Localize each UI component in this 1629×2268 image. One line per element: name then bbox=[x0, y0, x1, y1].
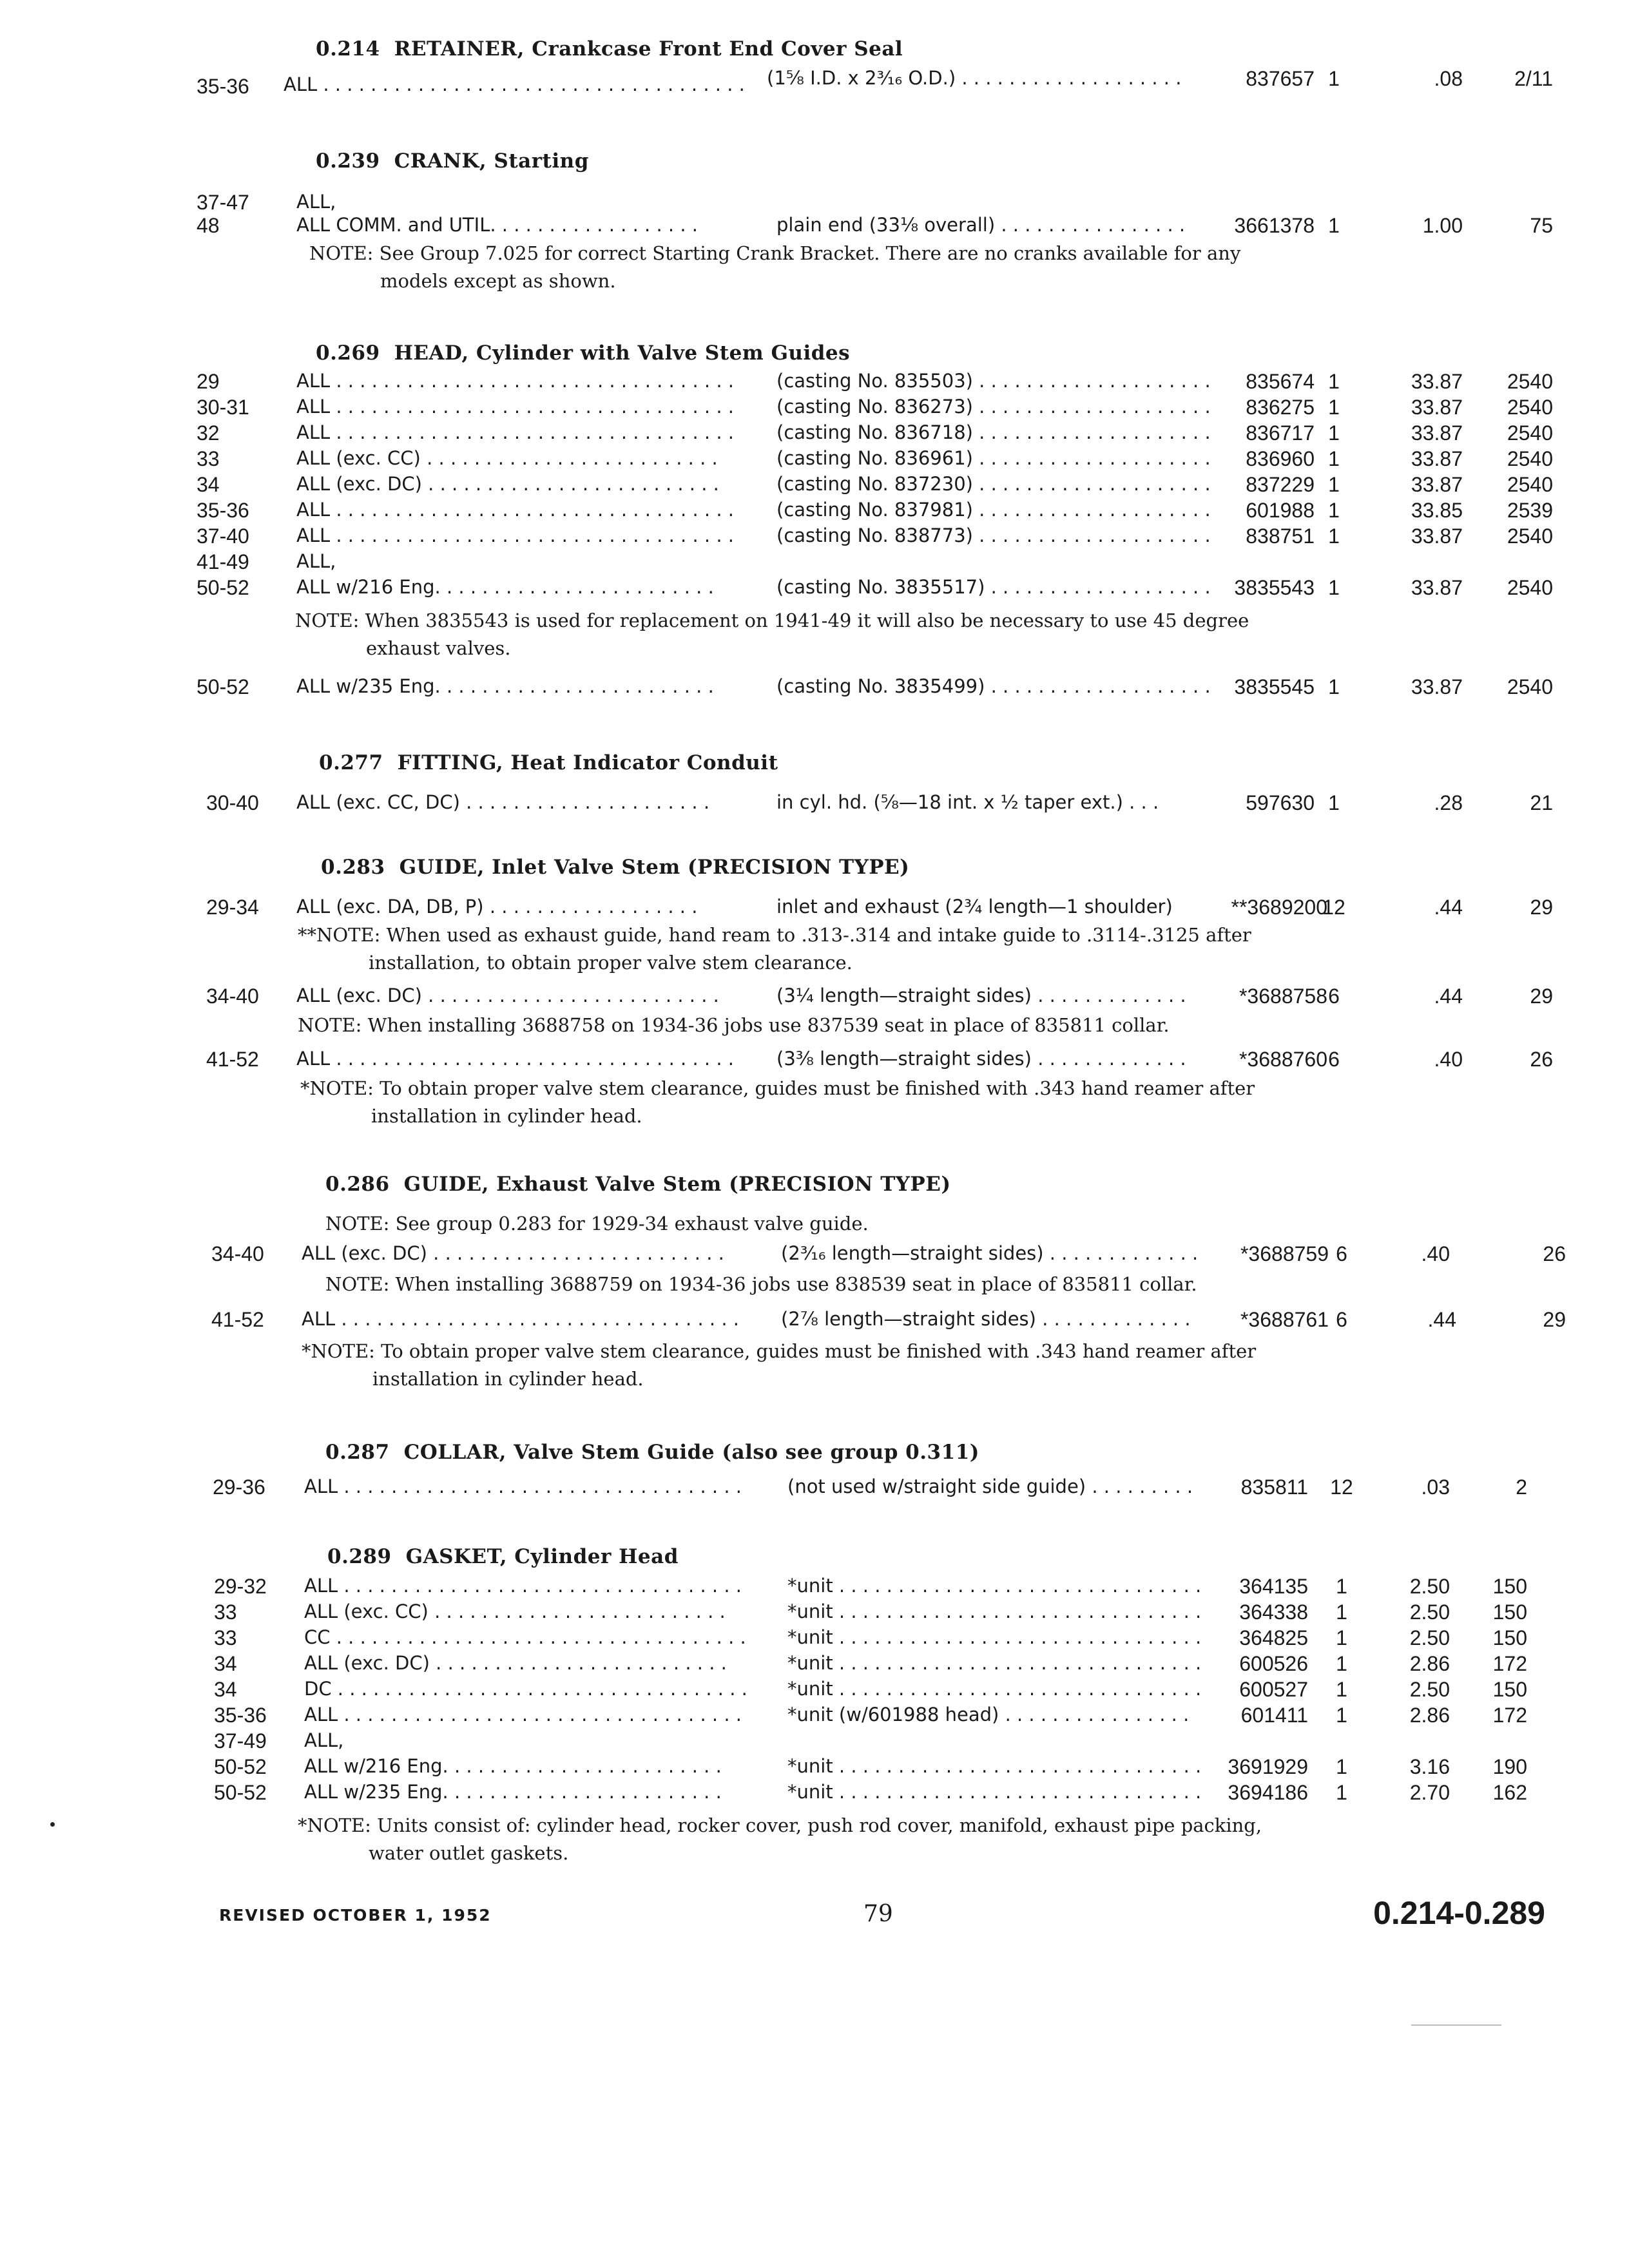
part-number-cell: 3694186 bbox=[1228, 1781, 1308, 1804]
year-cell: 30-31 bbox=[197, 396, 249, 419]
year-cell: 50-52 bbox=[197, 675, 249, 698]
part-number-cell: 3661378 bbox=[1234, 214, 1315, 237]
table-row bbox=[0, 1308, 1629, 1336]
model-cell: ALL . . . . . . . . . . . . . . . . . . . . . . . . . . . . . . . . . . bbox=[296, 396, 734, 418]
weight-cell: 2540 bbox=[1507, 524, 1553, 548]
weight-cell: 150 bbox=[1492, 1575, 1527, 1598]
weight-cell: 26 bbox=[1543, 1242, 1566, 1265]
description-cell: *unit . . . . . . . . . . . . . . . . . . . . . . . . . . . . . . . bbox=[787, 1626, 1202, 1648]
description-cell: (casting No. 3835499) . . . . . . . . . . . . . . . . . . . bbox=[776, 675, 1211, 697]
quantity-cell: 6 bbox=[1328, 1048, 1340, 1071]
note-text: **NOTE: When used as exhaust guide, hand ream to .313-.314 and intake guide to .3114-.3125 after installation, to obtain proper valve stem clearance. bbox=[298, 924, 1251, 974]
part-number-cell: *3688758 bbox=[1239, 985, 1327, 1008]
note-text: NOTE: When installing 3688758 on 1934-36 jobs use 837539 seat in place of 835811 collar. bbox=[298, 1014, 1170, 1036]
description-cell: plain end (33⅛ overall) . . . . . . . . . . . . . . . . bbox=[776, 214, 1186, 236]
part-number-cell: 601411 bbox=[1240, 1704, 1308, 1727]
model-cell: DC . . . . . . . . . . . . . . . . . . . . . . . . . . . . . . . . . . . bbox=[304, 1678, 747, 1700]
year-cell: 33 bbox=[197, 447, 220, 470]
part-number-cell: 836960 bbox=[1246, 447, 1315, 470]
year-cell: 34 bbox=[214, 1652, 237, 1675]
table-row bbox=[0, 473, 1629, 501]
quantity-cell: 1 bbox=[1336, 1575, 1347, 1598]
model-cell: ALL . . . . . . . . . . . . . . . . . . . . . . . . . . . . . . . . . . bbox=[304, 1575, 742, 1597]
description-cell: (3⅜ length—straight sides) . . . . . . . . . . . . . bbox=[776, 1048, 1186, 1070]
weight-cell: 2/11 bbox=[1514, 67, 1553, 90]
quantity-cell: 1 bbox=[1328, 370, 1340, 393]
description-cell: (casting No. 835503) . . . . . . . . . . . . . . . . . . . . bbox=[776, 370, 1211, 392]
section-heading: 0.289 GASKET, Cylinder Head bbox=[327, 1545, 679, 1568]
list-price-cell: 33.87 bbox=[1411, 524, 1463, 548]
weight-cell: 75 bbox=[1530, 214, 1553, 237]
list-price-cell: 33.87 bbox=[1411, 421, 1463, 445]
year-cell: 37-40 bbox=[197, 524, 249, 548]
description-cell: (1⅝ I.D. x 2³⁄₁₆ O.D.) . . . . . . . . . . . . . . . . . . . bbox=[767, 67, 1182, 89]
table-row bbox=[0, 499, 1629, 527]
model-cell: ALL (exc. DC) . . . . . . . . . . . . . . . . . . . . . . . . . bbox=[296, 473, 719, 495]
weight-cell: 2540 bbox=[1507, 396, 1553, 419]
table-row bbox=[0, 1729, 1629, 1758]
weight-cell: 2540 bbox=[1507, 447, 1553, 470]
year-cell: 34-40 bbox=[211, 1242, 264, 1265]
part-number-cell: *3688761 bbox=[1240, 1308, 1329, 1331]
year-cell: 41-52 bbox=[211, 1308, 264, 1331]
table-row bbox=[0, 524, 1629, 553]
model-cell: ALL (exc. DC) . . . . . . . . . . . . . . . . . . . . . . . . . bbox=[304, 1652, 727, 1674]
model-cell: ALL . . . . . . . . . . . . . . . . . . . . . . . . . . . . . . . . . . bbox=[304, 1704, 742, 1725]
weight-cell: 162 bbox=[1492, 1781, 1527, 1804]
quantity-cell: 6 bbox=[1336, 1308, 1347, 1331]
part-number-cell: 835674 bbox=[1246, 370, 1315, 393]
list-price-cell: 2.86 bbox=[1409, 1704, 1450, 1727]
weight-cell: 29 bbox=[1530, 985, 1553, 1008]
table-row bbox=[0, 576, 1629, 604]
year-cell: 37-47 bbox=[197, 191, 249, 214]
table-row bbox=[0, 896, 1629, 924]
description-cell: inlet and exhaust (2¾ length—1 shoulder) bbox=[776, 896, 1173, 918]
list-price-cell: 2.50 bbox=[1409, 1575, 1450, 1598]
table-row bbox=[0, 1242, 1629, 1271]
note-text: NOTE: When 3835543 is used for replacement on 1941-49 it will also be necessary to use 45 degree exhaust valves. bbox=[295, 610, 1249, 659]
description-cell: (casting No. 836273) . . . . . . . . . . . . . . . . . . . . bbox=[776, 396, 1211, 418]
note-text: *NOTE: To obtain proper valve stem clearance, guides must be finished with .343 hand reamer after installation in cylinder head. bbox=[302, 1340, 1257, 1390]
table-row bbox=[0, 214, 1629, 242]
weight-cell: 26 bbox=[1530, 1048, 1553, 1071]
table-row bbox=[0, 1678, 1629, 1706]
model-cell: ALL, bbox=[296, 550, 336, 572]
model-cell: ALL (exc. CC, DC) . . . . . . . . . . . . . . . . . . . . . bbox=[296, 791, 710, 813]
note-text: NOTE: See group 0.283 for 1929-34 exhaust valve guide. bbox=[325, 1213, 869, 1235]
year-cell: 29 bbox=[197, 370, 220, 393]
year-cell: 50-52 bbox=[214, 1781, 267, 1804]
scan-mark bbox=[1411, 2024, 1501, 2026]
description-cell: *unit . . . . . . . . . . . . . . . . . . . . . . . . . . . . . . . bbox=[787, 1755, 1202, 1777]
quantity-cell: 1 bbox=[1336, 1704, 1347, 1727]
model-cell: ALL (exc. DA, DB, P) . . . . . . . . . . . . . . . . . . bbox=[296, 896, 698, 918]
weight-cell: 29 bbox=[1530, 896, 1553, 919]
list-price-cell: 2.50 bbox=[1409, 1626, 1450, 1649]
model-cell: ALL . . . . . . . . . . . . . . . . . . . . . . . . . . . . . . . . . . bbox=[296, 499, 734, 521]
part-number-cell: 836717 bbox=[1246, 421, 1315, 445]
model-cell: ALL COMM. and UTIL. . . . . . . . . . . . . . . . . . bbox=[296, 214, 698, 236]
list-price-cell: .28 bbox=[1434, 791, 1463, 814]
part-number-cell: 838751 bbox=[1246, 524, 1315, 548]
part-number-cell: 597630 bbox=[1246, 791, 1315, 814]
section-heading: 0.287 COLLAR, Valve Stem Guide (also see group 0.311) bbox=[325, 1441, 979, 1464]
part-number-cell: 3835543 bbox=[1234, 576, 1315, 599]
part-number-cell: 837657 bbox=[1246, 67, 1315, 90]
description-cell: (2³⁄₁₆ length—straight sides) . . . . . . . . . . . . . bbox=[781, 1242, 1199, 1264]
model-cell: ALL . . . . . . . . . . . . . . . . . . . . . . . . . . . . . . . . . . bbox=[296, 370, 734, 392]
description-cell: (casting No. 838773) . . . . . . . . . . . . . . . . . . . . bbox=[776, 524, 1211, 546]
table-row bbox=[0, 550, 1629, 579]
quantity-cell: 1 bbox=[1328, 214, 1340, 237]
table-row bbox=[0, 447, 1629, 476]
part-number-cell: 835811 bbox=[1240, 1475, 1308, 1499]
weight-cell: 2540 bbox=[1507, 675, 1553, 698]
list-price-cell: .03 bbox=[1421, 1475, 1450, 1499]
part-number-cell: 601988 bbox=[1246, 499, 1315, 522]
note-text: *NOTE: Units consist of: cylinder head, rocker cover, push rod cover, manifold, exhaust pipe packing, water outlet gaskets. bbox=[298, 1814, 1262, 1864]
quantity-cell: 1 bbox=[1328, 67, 1340, 90]
part-number-cell: 600527 bbox=[1239, 1678, 1308, 1701]
model-cell: CC . . . . . . . . . . . . . . . . . . . . . . . . . . . . . . . . . . . bbox=[304, 1626, 746, 1648]
weight-cell: 172 bbox=[1492, 1652, 1527, 1675]
quantity-cell: 1 bbox=[1336, 1678, 1347, 1701]
quantity-cell: 1 bbox=[1336, 1652, 1347, 1675]
quantity-cell: 1 bbox=[1328, 396, 1340, 419]
year-cell: 35-36 bbox=[197, 499, 249, 522]
description-cell: (3¼ length—straight sides) . . . . . . . . . . . . . bbox=[776, 985, 1186, 1006]
description-cell: *unit . . . . . . . . . . . . . . . . . . . . . . . . . . . . . . . bbox=[787, 1652, 1202, 1674]
year-cell: 30-40 bbox=[206, 791, 259, 814]
model-cell: ALL (exc. DC) . . . . . . . . . . . . . . . . . . . . . . . . . bbox=[302, 1242, 724, 1264]
table-row bbox=[0, 675, 1629, 704]
table-row bbox=[0, 1600, 1629, 1629]
part-number-cell: 364338 bbox=[1239, 1600, 1308, 1624]
description-cell: *unit . . . . . . . . . . . . . . . . . . . . . . . . . . . . . . . bbox=[787, 1678, 1202, 1700]
description-cell: *unit . . . . . . . . . . . . . . . . . . . . . . . . . . . . . . . bbox=[787, 1781, 1202, 1803]
table-row bbox=[0, 791, 1629, 820]
scan-speck bbox=[50, 1822, 55, 1827]
quantity-cell: 12 bbox=[1330, 1475, 1353, 1499]
list-price-cell: .40 bbox=[1421, 1242, 1450, 1265]
weight-cell: 2540 bbox=[1507, 576, 1553, 599]
list-price-cell: 33.87 bbox=[1411, 370, 1463, 393]
list-price-cell: 1.00 bbox=[1422, 214, 1463, 237]
quantity-cell: 1 bbox=[1328, 473, 1340, 496]
table-row bbox=[0, 985, 1629, 1013]
year-cell: 37-49 bbox=[214, 1729, 267, 1753]
model-cell: ALL w/216 Eng. . . . . . . . . . . . . . . . . . . . . . . . bbox=[296, 576, 714, 598]
quantity-cell: 1 bbox=[1336, 1781, 1347, 1804]
table-row bbox=[0, 370, 1629, 398]
list-price-cell: 33.87 bbox=[1411, 396, 1463, 419]
model-cell: ALL (exc. CC) . . . . . . . . . . . . . . . . . . . . . . . . . bbox=[296, 447, 718, 469]
year-cell: 50-52 bbox=[214, 1755, 267, 1778]
weight-cell: 2539 bbox=[1507, 499, 1553, 522]
year-cell: 50-52 bbox=[197, 576, 249, 599]
description-cell: (not used w/straight side guide) . . . . . . . . . bbox=[787, 1475, 1193, 1497]
list-price-cell: .44 bbox=[1427, 1308, 1456, 1331]
table-row bbox=[0, 1704, 1629, 1732]
quantity-cell: 1 bbox=[1328, 675, 1340, 698]
part-number-cell: 600526 bbox=[1239, 1652, 1308, 1675]
model-cell: ALL, bbox=[304, 1729, 344, 1751]
year-cell: 35-36 bbox=[214, 1704, 267, 1727]
table-row bbox=[0, 1755, 1629, 1783]
table-row bbox=[0, 1575, 1629, 1603]
list-price-cell: .40 bbox=[1434, 1048, 1463, 1071]
list-price-cell: .08 bbox=[1434, 67, 1463, 90]
part-number-cell: 836275 bbox=[1246, 396, 1315, 419]
description-cell: (casting No. 837230) . . . . . . . . . . . . . . . . . . . . bbox=[776, 473, 1211, 495]
table-row bbox=[0, 1781, 1629, 1809]
list-price-cell: .44 bbox=[1434, 896, 1463, 919]
weight-cell: 2 bbox=[1516, 1475, 1527, 1499]
list-price-cell: 2.50 bbox=[1409, 1678, 1450, 1701]
list-price-cell: 2.86 bbox=[1409, 1652, 1450, 1675]
quantity-cell: 1 bbox=[1336, 1626, 1347, 1649]
model-cell: ALL . . . . . . . . . . . . . . . . . . . . . . . . . . . . . . . . . . . . bbox=[284, 73, 745, 95]
year-cell: 41-52 bbox=[206, 1048, 259, 1071]
section-heading: 0.239 CRANK, Starting bbox=[316, 149, 589, 173]
quantity-cell: 6 bbox=[1328, 985, 1340, 1008]
section-heading: 0.277 FITTING, Heat Indicator Conduit bbox=[319, 751, 778, 774]
model-cell: ALL . . . . . . . . . . . . . . . . . . . . . . . . . . . . . . . . . . bbox=[296, 1048, 734, 1070]
weight-cell: 2540 bbox=[1507, 421, 1553, 445]
weight-cell: 150 bbox=[1492, 1678, 1527, 1701]
part-number-cell: *3688760 bbox=[1239, 1048, 1327, 1071]
table-row bbox=[0, 421, 1629, 450]
model-cell: ALL . . . . . . . . . . . . . . . . . . . . . . . . . . . . . . . . . . bbox=[304, 1475, 742, 1497]
part-number-cell: 364135 bbox=[1239, 1575, 1308, 1598]
weight-cell: 172 bbox=[1492, 1704, 1527, 1727]
model-cell: ALL . . . . . . . . . . . . . . . . . . . . . . . . . . . . . . . . . . bbox=[296, 524, 734, 546]
description-cell: in cyl. hd. (⅝—18 int. x ½ taper ext.) . . . bbox=[776, 791, 1159, 813]
section-heading: 0.269 HEAD, Cylinder with Valve Stem Guides bbox=[316, 341, 851, 365]
group-range: 0.214-0.289 bbox=[1373, 1895, 1545, 1931]
description-cell: (casting No. 837981) . . . . . . . . . . . . . . . . . . . . bbox=[776, 499, 1211, 521]
year-cell: 29-36 bbox=[213, 1475, 265, 1499]
weight-cell: 150 bbox=[1492, 1626, 1527, 1649]
year-cell: 33 bbox=[214, 1626, 237, 1649]
part-number-cell: *3688759 bbox=[1240, 1242, 1329, 1265]
table-row bbox=[0, 1048, 1629, 1076]
quantity-cell: 1 bbox=[1336, 1600, 1347, 1624]
table-row bbox=[0, 1652, 1629, 1680]
description-cell: (casting No. 836718) . . . . . . . . . . . . . . . . . . . . bbox=[776, 421, 1211, 443]
quantity-cell: 1 bbox=[1328, 576, 1340, 599]
note-text: NOTE: See Group 7.025 for correct Starting Crank Bracket. There are no cranks available for any models except as shown. bbox=[309, 242, 1241, 292]
quantity-cell: 12 bbox=[1322, 896, 1345, 919]
list-price-cell: 2.50 bbox=[1409, 1600, 1450, 1624]
list-price-cell: .44 bbox=[1434, 985, 1463, 1008]
description-cell: *unit (w/601988 head) . . . . . . . . . . . . . . . . bbox=[787, 1704, 1190, 1725]
note-text: *NOTE: To obtain proper valve stem clearance, guides must be finished with .343 hand reamer after installation in cylinder head. bbox=[300, 1077, 1255, 1127]
description-cell: (casting No. 836961) . . . . . . . . . . . . . . . . . . . . bbox=[776, 447, 1211, 469]
section-heading: 0.214 RETAINER, Crankcase Front End Cover Seal bbox=[316, 37, 903, 61]
weight-cell: 29 bbox=[1543, 1308, 1566, 1331]
model-cell: ALL . . . . . . . . . . . . . . . . . . . . . . . . . . . . . . . . . . bbox=[296, 421, 734, 443]
quantity-cell: 1 bbox=[1328, 791, 1340, 814]
part-number-cell: **3689200 bbox=[1231, 896, 1327, 919]
list-price-cell: 33.87 bbox=[1411, 473, 1463, 496]
weight-cell: 21 bbox=[1530, 791, 1553, 814]
part-number-cell: 837229 bbox=[1246, 473, 1315, 496]
page-number: 79 bbox=[863, 1901, 893, 1927]
year-cell: 48 bbox=[197, 214, 220, 237]
section-heading: 0.283 GUIDE, Inlet Valve Stem (PRECISION TYPE) bbox=[321, 856, 910, 879]
description-cell: *unit . . . . . . . . . . . . . . . . . . . . . . . . . . . . . . . bbox=[787, 1575, 1202, 1597]
list-price-cell: 33.87 bbox=[1411, 675, 1463, 698]
quantity-cell: 1 bbox=[1328, 447, 1340, 470]
description-cell: *unit . . . . . . . . . . . . . . . . . . . . . . . . . . . . . . . bbox=[787, 1600, 1202, 1622]
list-price-cell: 33.87 bbox=[1411, 447, 1463, 470]
table-row bbox=[0, 1475, 1629, 1504]
year-cell: 29-32 bbox=[214, 1575, 267, 1598]
table-row bbox=[0, 67, 1629, 98]
model-cell: ALL, bbox=[296, 191, 336, 213]
revised-date: REVISED OCTOBER 1, 1952 bbox=[219, 1906, 492, 1925]
weight-cell: 150 bbox=[1492, 1600, 1527, 1624]
year-cell: 33 bbox=[214, 1600, 237, 1624]
year-cell: 29-34 bbox=[206, 896, 259, 919]
year-cell: 34 bbox=[214, 1678, 237, 1701]
list-price-cell: 33.87 bbox=[1411, 576, 1463, 599]
year-cell: 35-36 bbox=[197, 75, 249, 98]
description-cell: (casting No. 3835517) . . . . . . . . . . . . . . . . . . . bbox=[776, 576, 1211, 598]
model-cell: ALL w/235 Eng. . . . . . . . . . . . . . . . . . . . . . . . bbox=[296, 675, 714, 697]
table-row bbox=[0, 396, 1629, 424]
list-price-cell: 2.70 bbox=[1409, 1781, 1450, 1804]
model-cell: ALL (exc. CC) . . . . . . . . . . . . . . . . . . . . . . . . . bbox=[304, 1600, 726, 1622]
year-cell: 34-40 bbox=[206, 985, 259, 1008]
model-cell: ALL w/216 Eng. . . . . . . . . . . . . . . . . . . . . . . . bbox=[304, 1755, 722, 1777]
model-cell: ALL . . . . . . . . . . . . . . . . . . . . . . . . . . . . . . . . . . bbox=[302, 1308, 739, 1330]
quantity-cell: 1 bbox=[1328, 524, 1340, 548]
note-text: NOTE: When installing 3688759 on 1934-36 jobs use 838539 seat in place of 835811 collar. bbox=[325, 1273, 1197, 1295]
list-price-cell: 33.85 bbox=[1411, 499, 1463, 522]
model-cell: ALL (exc. DC) . . . . . . . . . . . . . . . . . . . . . . . . . bbox=[296, 985, 719, 1006]
table-row bbox=[0, 1626, 1629, 1655]
quantity-cell: 6 bbox=[1336, 1242, 1347, 1265]
section-heading: 0.286 GUIDE, Exhaust Valve Stem (PRECISION TYPE) bbox=[325, 1173, 951, 1196]
year-cell: 41-49 bbox=[197, 550, 249, 573]
weight-cell: 190 bbox=[1492, 1755, 1527, 1778]
weight-cell: 2540 bbox=[1507, 370, 1553, 393]
part-number-cell: 364825 bbox=[1239, 1626, 1308, 1649]
quantity-cell: 1 bbox=[1328, 421, 1340, 445]
part-number-cell: 3691929 bbox=[1228, 1755, 1308, 1778]
part-number-cell: 3835545 bbox=[1234, 675, 1315, 698]
quantity-cell: 1 bbox=[1328, 499, 1340, 522]
description-cell: (2⅞ length—straight sides) . . . . . . . . . . . . . bbox=[781, 1308, 1191, 1330]
year-cell: 32 bbox=[197, 421, 220, 445]
model-cell: ALL w/235 Eng. . . . . . . . . . . . . . . . . . . . . . . . bbox=[304, 1781, 722, 1803]
year-cell: 34 bbox=[197, 473, 220, 496]
weight-cell: 2540 bbox=[1507, 473, 1553, 496]
list-price-cell: 3.16 bbox=[1409, 1755, 1450, 1778]
quantity-cell: 1 bbox=[1336, 1755, 1347, 1778]
